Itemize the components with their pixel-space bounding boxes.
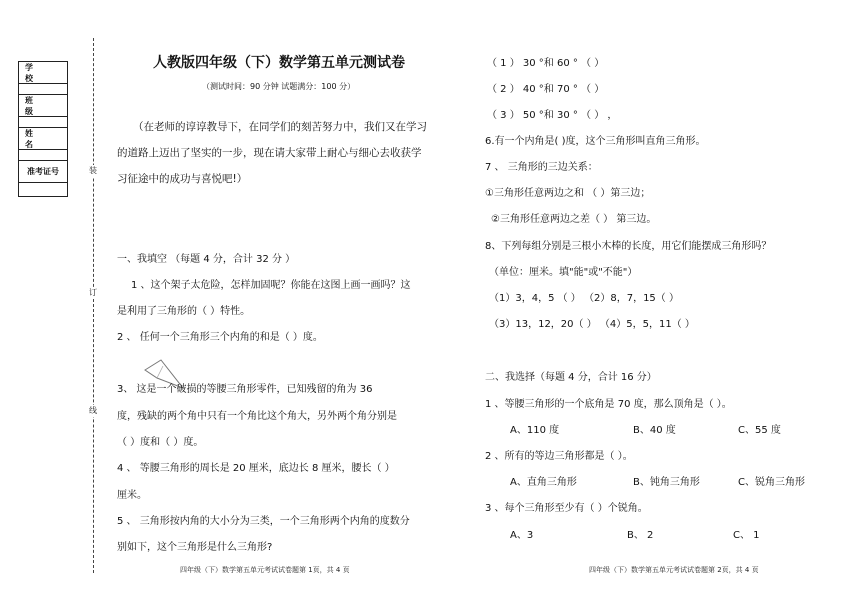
school-blank xyxy=(19,84,67,95)
choice-q2-opt-a: A、直角三角形 xyxy=(510,477,577,488)
q8-items-row-2: （3）13，12，20（ ） （4）5，5，11（ ） xyxy=(489,319,695,330)
choice-q3-opt-a: A、3 xyxy=(510,530,534,541)
q1-line-2: 是利用了三角形的（ ）特性。 xyxy=(117,306,251,317)
binding-char-zhuang: 装 xyxy=(89,166,97,175)
page-title: 人教版四年级（下）数学第五单元测试卷 xyxy=(153,55,405,71)
intro-line-3: 习征途中的成功与喜悦吧!） xyxy=(117,173,248,185)
page-subtitle: （测试时间：90 分钟 试题满分：100 分） xyxy=(202,82,356,91)
q3-line-2: 度，残缺的两个角中只有一个角比这个角大，另外两个角分别是 xyxy=(117,411,397,422)
q7-item-2: ②三角形任意两边之差（ ） 第三边。 xyxy=(491,214,657,225)
choice-q3-opt-b: B、 2 xyxy=(627,530,654,541)
q3-line-3: （ ）度和（ ）度。 xyxy=(117,437,204,448)
choice-q3: 3 、每个三角形至少有（ ）个锐角。 xyxy=(485,503,648,514)
q4-line-1: 4 、 等腰三角形的周长是 20 厘米，底边长 8 厘米，腰长（ ） xyxy=(117,463,395,474)
choice-q1: 1 、等腰三角形的一个底角是 70 度，那么顶角是（ ）。 xyxy=(485,399,732,410)
name-blank xyxy=(19,150,67,161)
q3-line-1: 3、 这是一个破损的等腰三角形零件，已知残留的角为 36 xyxy=(117,384,373,395)
student-info-box xyxy=(18,61,68,197)
q5-line-1: 5 、 三角形按内角的大小分为三类，一个三角形两个内角的度数分 xyxy=(117,516,410,527)
q5-line-2: 别如下，这个三角形是什么三角形? xyxy=(117,542,273,553)
school-label: 学 校 xyxy=(19,62,67,84)
q8-items-row-1: （1）3，4，5 （ ） （2）8，7，15（ ） xyxy=(489,293,679,304)
exam-id-label: 准考证号 xyxy=(19,161,67,183)
q7-header: 7 、 三角形的三边关系： xyxy=(485,162,598,173)
intro-line-2: 的道路上迈出了坚实的一步，现在请大家带上耐心与细心去收获学 xyxy=(117,147,422,159)
intro-line-1: （在老师的谆谆教导下，在同学们的刻苦努力中，我们又在学习 xyxy=(133,121,427,133)
choice-q2: 2 、所有的等边三角形都是（ ）。 xyxy=(485,451,633,462)
binding-char-xian: 线 xyxy=(89,406,97,415)
q8-line-1: 8、下列每组分别是三根小木棒的长度，用它们能摆成三角形吗？ xyxy=(485,241,772,252)
section2-header: 二、我选择（每题 4 分，合计 16 分） xyxy=(485,372,657,383)
q4-line-2: 厘米。 xyxy=(117,490,147,501)
class-blank xyxy=(19,117,67,128)
q5-option-1: （ 1 ） 30 °和 60 ° （ ） xyxy=(487,58,605,69)
choice-q3-opt-c: C、 1 xyxy=(733,530,760,541)
choice-q2-opt-c: C、锐角三角形 xyxy=(738,477,805,488)
choice-q1-opt-b: B、40 度 xyxy=(633,425,676,436)
q8-line-2: （单位：厘米。填"能"或"不能"） xyxy=(489,267,638,278)
name-label: 姓 名 xyxy=(19,128,67,150)
binding-line xyxy=(93,38,94,573)
q5-option-2: （ 2 ） 40 °和 70 ° （ ） xyxy=(487,84,605,95)
q2-line: 2 、 任何一个三角形三个内角的和是（ ）度。 xyxy=(117,332,323,343)
choice-q1-opt-c: C、55 度 xyxy=(738,425,781,436)
footer-right: 四年级（下）数学第五单元考试试卷题第 2页，共 4 页 xyxy=(589,566,759,574)
class-label: 班 级 xyxy=(19,95,67,117)
q6-line: 6.有一个内角是( )度，这个三角形叫直角三角形。 xyxy=(485,136,706,147)
choice-q1-opt-a: A、110 度 xyxy=(510,425,560,436)
q7-item-1: ①三角形任意两边之和 （ ）第三边； xyxy=(485,188,651,199)
q5-option-3: （ 3 ） 50 °和 30 ° （ ） ， xyxy=(487,110,618,121)
section1-header: 一、我填空 （每题 4 分，合计 32 分 ） xyxy=(117,254,296,265)
choice-q2-opt-b: B、钝角三角形 xyxy=(633,477,700,488)
binding-char-ding: 订 xyxy=(89,288,97,297)
footer-left: 四年级（下）数学第五单元考试试卷题第 1页，共 4 页 xyxy=(180,566,350,574)
q1-line-1: 1 、这个架子太危险，怎样加固呢？你能在这图上画一画吗？这 xyxy=(131,280,411,291)
